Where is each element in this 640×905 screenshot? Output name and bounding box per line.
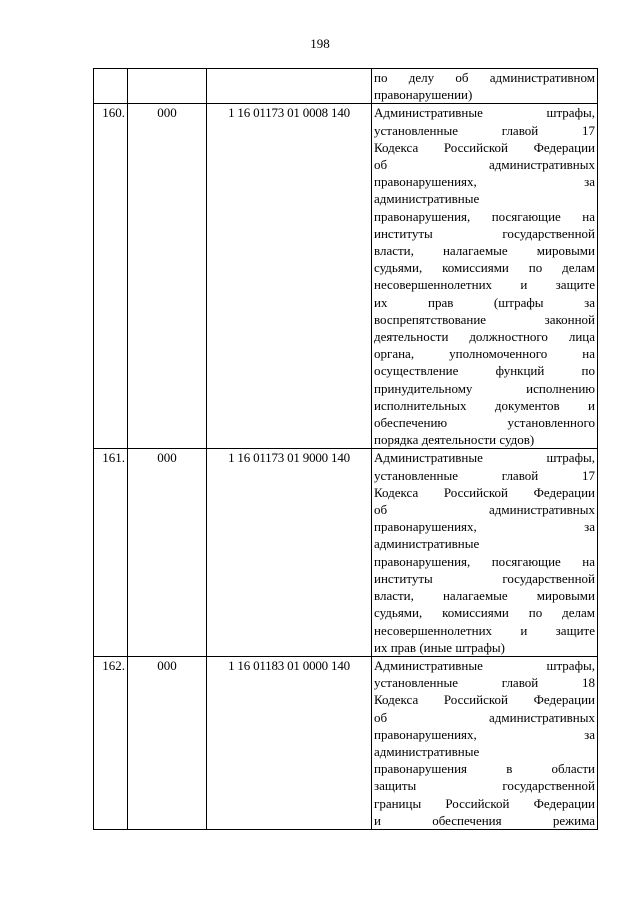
description-line: правонарушениях, за <box>374 174 595 190</box>
description-line: осуществление функций по <box>374 363 595 379</box>
description-line: Кодекса Российской Федерации <box>374 484 595 500</box>
description-line: Кодекса Российской Федерации <box>374 139 595 155</box>
description-line: деятельности должностного лица <box>374 329 595 345</box>
description-line: об административных <box>374 709 595 725</box>
description-line: установленные главой 17 <box>374 122 595 138</box>
description-line: об административных <box>374 502 595 518</box>
description-line: обеспечению установленного <box>374 415 595 431</box>
row-number-cell: 161. <box>94 449 128 656</box>
description-line: институты государственной <box>374 570 595 586</box>
description-line: судьями, комиссиями по делам <box>374 260 595 276</box>
classification-code-cell: 1 16 01173 01 0008 140 <box>207 104 372 449</box>
row-number-cell <box>94 69 128 104</box>
description-line: их прав (иные штрафы) <box>374 639 505 655</box>
description-line: их прав (штрафы за <box>374 294 595 310</box>
description-line: принудительному исполнению <box>374 380 595 396</box>
classification-code-cell <box>207 69 372 104</box>
description-line: судьями, комиссиями по делам <box>374 605 595 621</box>
description-line: установленные главой 17 <box>374 467 595 483</box>
description-cell <box>372 656 598 829</box>
description-line: Административные штрафы, <box>374 105 595 121</box>
description-line: административные <box>374 191 480 207</box>
description-line: институты государственной <box>374 225 595 241</box>
table-row <box>94 656 598 829</box>
classification-code-cell: 1 16 01173 01 9000 140 <box>207 449 372 656</box>
description-line: власти, налагаемые мировыми <box>374 243 595 259</box>
administrator-code-cell: 000 <box>128 104 207 449</box>
description-line: порядка деятельности судов) <box>374 432 535 448</box>
description-line: по делу об административном <box>374 70 595 85</box>
description-line: границы Российской Федерации <box>374 795 595 811</box>
description-line: Кодекса Российской Федерации <box>374 692 595 708</box>
description-line: правонарушения, посягающие на <box>374 208 595 224</box>
administrator-code-cell: 000 <box>128 449 207 656</box>
description-line: правонарушениях, за <box>374 519 595 535</box>
administrator-code-cell: 000 <box>128 656 207 829</box>
administrator-code-cell <box>128 69 207 104</box>
description-line: административные <box>374 743 480 759</box>
description-line: воспрепятствование законной <box>374 311 595 327</box>
classification-code-cell: 1 16 01183 01 0000 140 <box>207 656 372 829</box>
table-row <box>94 449 598 656</box>
row-number-cell: 162. <box>94 656 128 829</box>
description-line: правонарушения, посягающие на <box>374 553 595 569</box>
description-line: правонарушениях, за <box>374 726 595 742</box>
description-line: об административных <box>374 157 595 173</box>
description-cell <box>372 69 598 104</box>
description-line: и обеспечения режима <box>374 812 595 828</box>
budget-classification-table <box>93 68 598 830</box>
table-row <box>94 104 598 449</box>
description-cell <box>372 104 598 449</box>
description-line: административные <box>374 536 480 552</box>
description-line: несовершеннолетних и защите <box>374 277 595 293</box>
description-line: несовершеннолетних и защите <box>374 622 595 638</box>
description-cell <box>372 449 598 656</box>
description-line: установленные главой 18 <box>374 675 595 691</box>
row-number-cell: 160. <box>94 104 128 449</box>
description-line: Административные штрафы, <box>374 657 595 673</box>
description-line: правонарушении) <box>374 87 473 103</box>
description-line: органа, уполномоченного на <box>374 346 595 362</box>
description-line: правонарушения в области <box>374 761 595 777</box>
page-number: 198 <box>310 36 330 51</box>
description-line: власти, налагаемые мировыми <box>374 588 595 604</box>
table-row <box>94 69 598 104</box>
description-line: защиты государственной <box>374 778 595 794</box>
description-line: исполнительных документов и <box>374 397 595 413</box>
description-line: Административные штрафы, <box>374 450 595 466</box>
table-body <box>94 69 598 830</box>
